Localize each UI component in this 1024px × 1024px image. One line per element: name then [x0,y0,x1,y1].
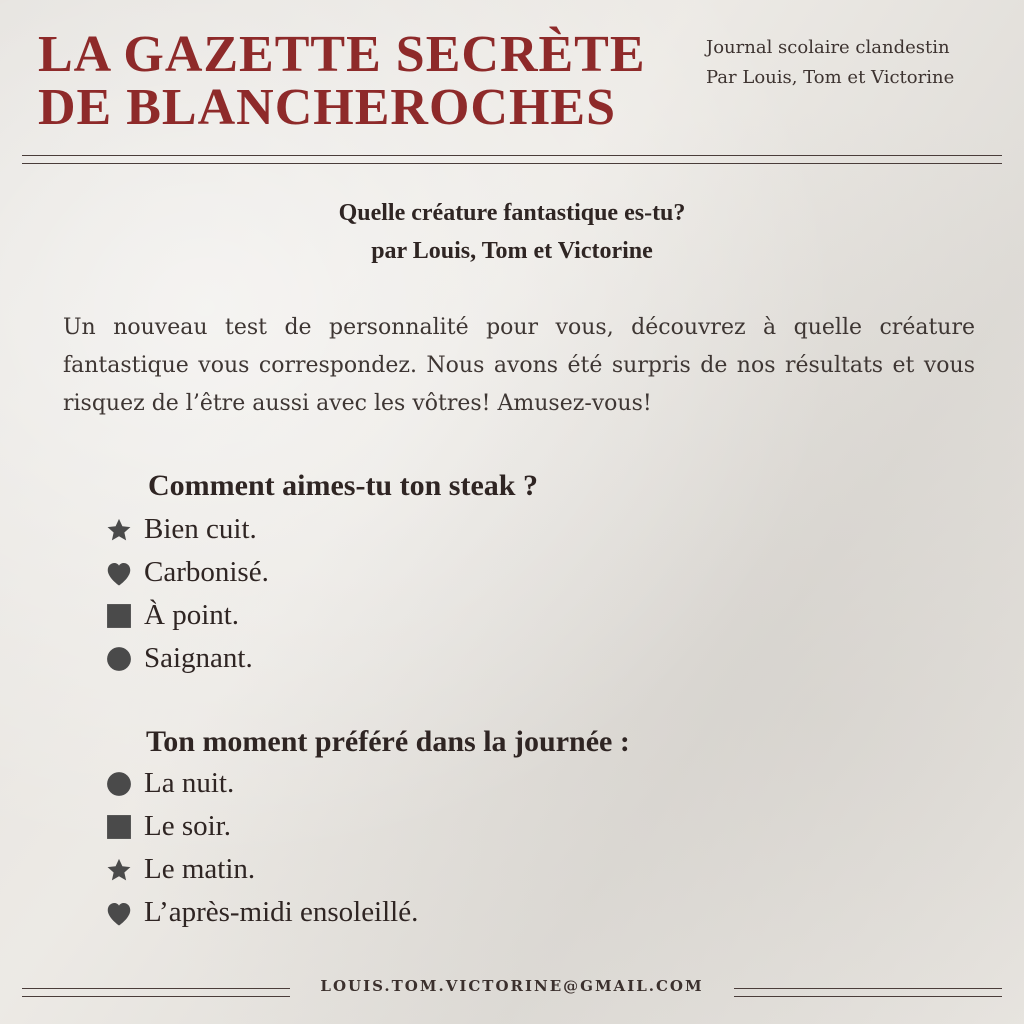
footer-divider-right-bottom [734,996,1002,997]
star-icon [102,855,136,885]
quiz-answer-text: À point. [144,599,240,631]
article-intro: Un nouveau test de personnalité pour vous, découvrez à quelle créature fantastique vous correspondez. Nous avons été surpris de nos résultats et vous risquez de l’être aussi avec les vôtres! Amusez-vous! [63,315,975,416]
masthead-title-line1: LA GAZETTE SECRÈTE [38,26,646,83]
quiz-answer[interactable] [102,891,418,934]
masthead-title-line2: DE BLANCHEROCHES [38,79,616,136]
heart-icon [102,898,136,928]
article-byline: par Louis, Tom et Victorine [371,238,653,264]
quiz-answer[interactable] [102,508,269,551]
quiz-answer[interactable] [102,762,418,805]
quiz-answer-text: La nuit. [144,767,235,799]
masthead-subtitle-line2: Par Louis, Tom et Victorine [706,67,955,88]
quiz-answer[interactable] [102,594,269,637]
quiz-answer-text: Bien cuit. [144,513,257,545]
masthead-title [38,28,688,134]
quiz-question-2: Ton moment préféré dans la journée : [146,725,630,758]
quiz-answers-2 [102,762,418,934]
square-icon [102,601,136,631]
masthead-subtitle [706,33,1006,93]
masthead-subtitle-line1: Journal scolaire clandestin [706,37,950,58]
quiz-answer-text: Le soir. [144,810,231,842]
quiz-answers-1 [102,508,269,680]
quiz-answer-text: L’après-midi ensoleillé. [144,896,419,928]
star-icon [102,515,136,545]
footer-divider-left-bottom [22,996,290,997]
quiz-answer[interactable] [102,848,418,891]
quiz-answer-text: Le matin. [144,853,256,885]
quiz-answer-text: Carbonisé. [144,556,269,588]
circle-icon [102,644,136,674]
article-header [0,194,1024,270]
masthead-divider-bottom [22,163,1002,164]
article-title: Quelle créature fantastique es-tu? [338,200,686,226]
quiz-answer-text: Saignant. [144,642,253,674]
footer-email[interactable]: LOUIS.TOM.VICTORINE@GMAIL.COM [320,977,704,995]
circle-icon [102,769,136,799]
heart-icon [102,558,136,588]
quiz-answer[interactable] [102,637,269,680]
masthead-divider-top [22,155,1002,156]
square-icon [102,812,136,842]
quiz-answer[interactable] [102,805,418,848]
quiz-question-1: Comment aimes-tu ton steak ? [148,469,538,502]
quiz-answer[interactable] [102,551,269,594]
